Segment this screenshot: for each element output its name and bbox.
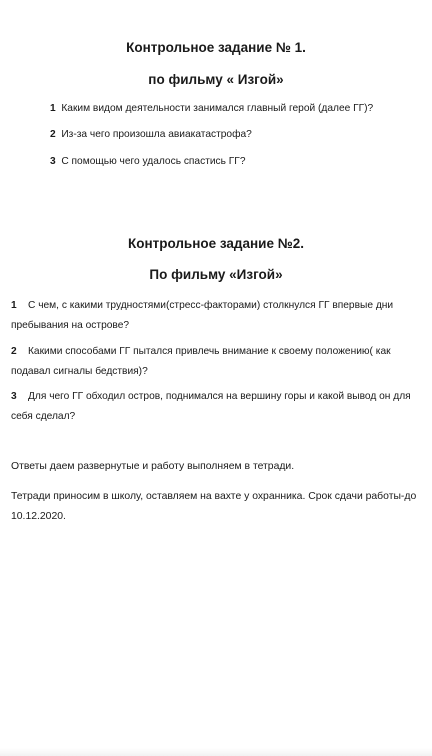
question-number: 1 [50, 103, 56, 114]
task1-question-1 [50, 99, 373, 118]
question-number: 1 [11, 300, 17, 311]
question-text: Для чего ГГ обходил остров, поднимался на вершину горы и какой вывод он для себя сделал? [11, 391, 411, 422]
question-number: 2 [11, 346, 17, 357]
question-text: Каким видом деятельности занимался главный герой (далее ГГ)? [61, 103, 374, 114]
question-text: Какими способами ГГ пытался привлечь внимание к своему положению( как подавал сигналы бедствия)? [11, 346, 391, 377]
task1-question-2 [50, 125, 252, 144]
question-text: С помощью чего удалось спастись ГГ? [61, 156, 246, 167]
question-text: С чем, с какими трудностями(стресс-факторами) столкнулся ГГ впервые дни пребывания на острове? [11, 300, 394, 331]
task1-question-3 [50, 152, 245, 171]
question-number: 3 [11, 391, 17, 402]
question-text: Из-за чего произошла авиакатастрофа? [61, 129, 252, 140]
delivery-note: Тетради приносим в школу, оставляем на вахте у охранника. Срок сдачи работы-до 10.12.2020. [11, 491, 417, 522]
question-number: 3 [50, 156, 56, 167]
task2-question-3 [11, 387, 427, 426]
page-bottom-edge [0, 748, 432, 756]
question-number: 2 [50, 129, 56, 140]
task1-title: Контрольное задание № 1. [126, 40, 306, 55]
task2-title: Контрольное задание №2. [127, 236, 305, 251]
task1-subtitle: по фильму « Изгой» [148, 72, 284, 87]
task2-question-2 [11, 342, 425, 381]
task2-question-1 [11, 296, 423, 335]
task2-subtitle: По фильму «Изгой» [149, 267, 283, 282]
answers-note: Ответы даем развернутые и работу выполняем в тетради. [11, 461, 295, 472]
